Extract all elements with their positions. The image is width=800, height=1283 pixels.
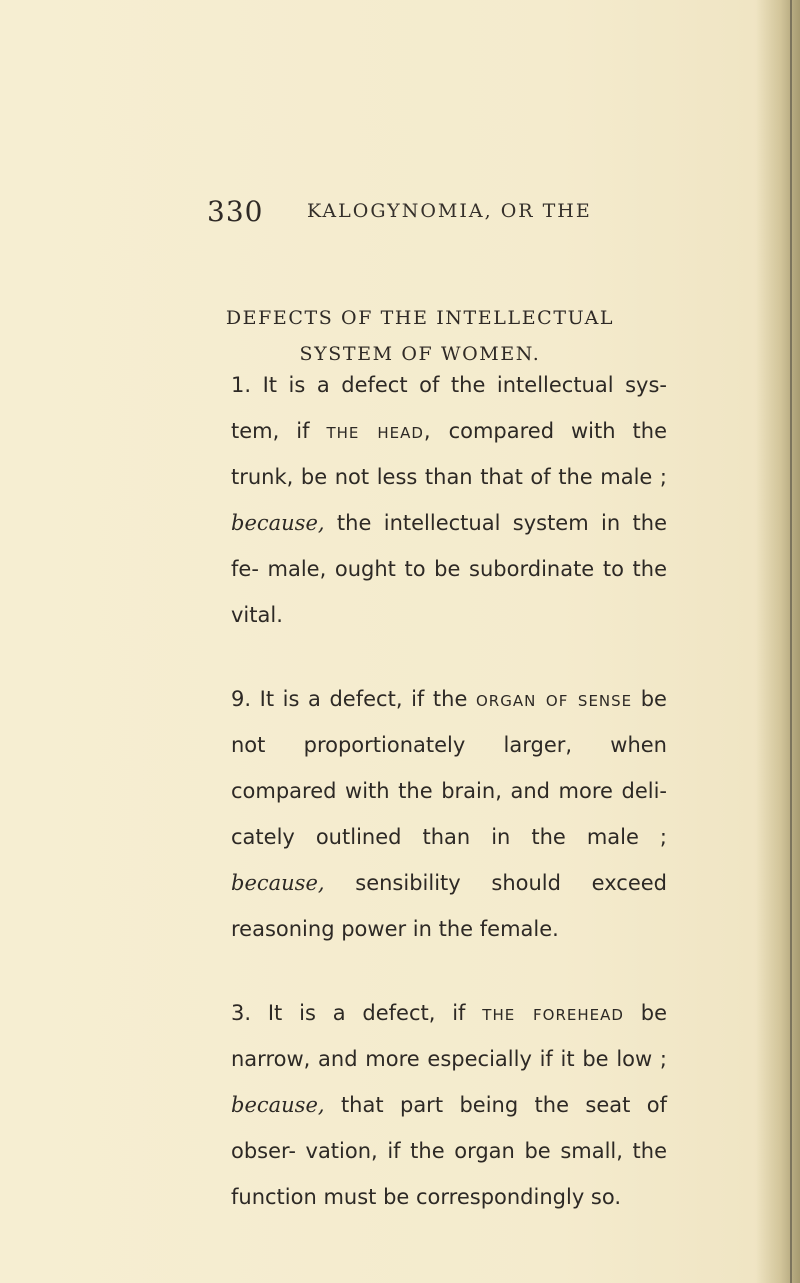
page-number: 330 (207, 195, 264, 228)
page-edge-shadow (756, 0, 800, 1283)
paragraph-1 (207, 362, 667, 638)
paragraph-text: sensibility should exceed reasoning power in the female. (231, 871, 667, 941)
paragraph-text: the intellectual system in the fe- male, ought to be subordinate to the vital. (231, 511, 667, 627)
paragraph-3 (207, 990, 667, 1220)
paragraph-text: be narrow, and more especially if it be low ; (231, 1001, 667, 1071)
paragraph-number: 3. (231, 1001, 252, 1025)
paragraph-2 (207, 676, 667, 952)
italic-term: because, (231, 511, 325, 535)
running-head: KALOGYNOMIA, OR THE (307, 200, 592, 222)
paragraph-text: It is a defect of the intellectual sys- tem, if (231, 373, 667, 443)
small-caps-term: the forehead (482, 1001, 624, 1025)
small-caps-term: organ of sense (475, 687, 633, 711)
small-caps-term: the head, (326, 419, 432, 443)
paragraph-text: It is a defect, if (251, 1001, 483, 1025)
paragraph-number: 1. (231, 373, 252, 397)
paragraph-text: that part being the seat of obser- vation, if the organ be small, the function must be correspondingly so. (231, 1093, 667, 1209)
italic-term: because, (231, 1093, 325, 1117)
page-edge-line (790, 0, 792, 1283)
italic-term: because, (231, 871, 325, 895)
section-title-line-2: SYSTEM OF WOMEN. (299, 343, 541, 365)
paragraph-number: 9. (231, 687, 252, 711)
paragraph-text: It is a defect, if the (251, 687, 476, 711)
paragraph-text: be not proportionately larger, when compared with the brain, and more deli- cately outlined than in the male ; (231, 687, 667, 849)
section-title-line-1: DEFECTS OF THE INTELLECTUAL (225, 307, 615, 329)
paragraph-text: compared with the trunk, be not less than that of the male ; (231, 419, 667, 489)
body-text (207, 362, 667, 1258)
page-header (207, 195, 667, 235)
